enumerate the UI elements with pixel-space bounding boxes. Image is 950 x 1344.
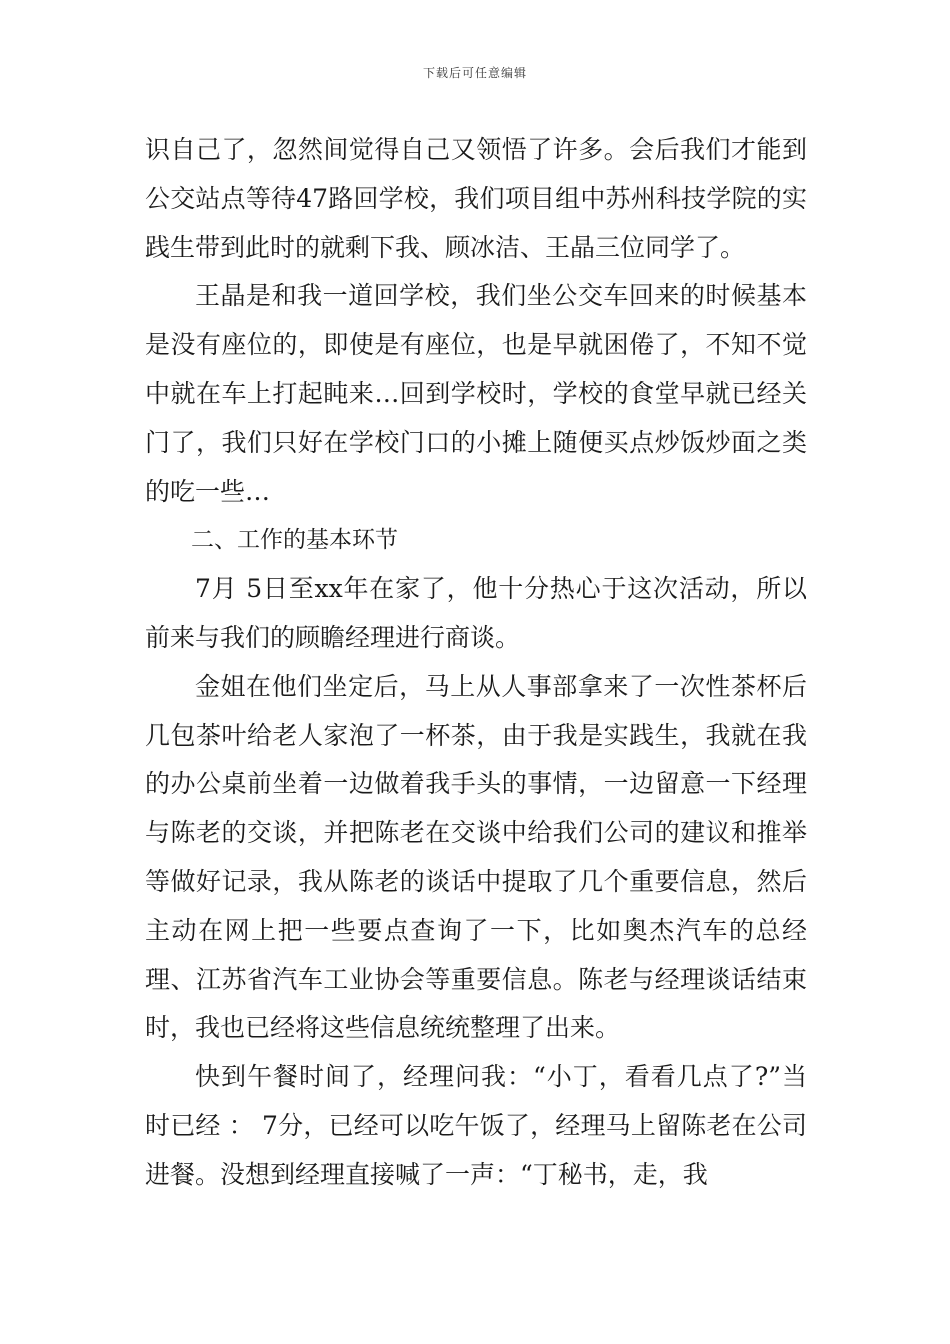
paragraph: 快到午餐时间了，经理问我：“小丁，看看几点了?”当时已经 ： 7分，已经可以吃午饭了，经理马上留陈老在公司进餐。没想到经理直接喊了一声：“丁秘书，走，我 [145, 1062, 807, 1189]
paragraph: 金姐在他们坐定后，马上从人事部拿来了一次性茶杯后几包茶叶给老人家泡了一杯茶，由于我是实践生，我就在我的办公桌前坐着一边做着我手头的事情，一边留意一下经理与陈老的交谈，并把陈老在交谈中给我们公司的建议和推举等做好记录，我从陈老的谈话中提取了几个重要信息，然后主动在网上把一些要点查询了一下，比如奥杰汽车的总经理、江苏省汽车工业协会等重要信息。陈老与经理谈话结束时，我也已经将这些信息统统整理了出来。 [145, 671, 807, 1043]
paragraph-continuation: 识自己了，忽然间觉得自己又领悟了许多。会后我们才能到公交站点等待47路回学校，我们项目组中苏州科技学院的实践生带到此时的就剩下我、顾冰洁、王晶三位同学了。 [145, 135, 807, 262]
paragraph: 7月 5日至xx年在家了，他十分热心于这次活动，所以前来与我们的顾瞻经理进行商谈。 [145, 574, 807, 652]
document-body [145, 126, 807, 1200]
paragraph: 王晶是和我一道回学校，我们坐公交车回来的时候基本是没有座位的，即使是有座位，也是早就困倦了，不知不觉中就在车上打起盹来…回到学校时，学校的食堂早就已经关门了，我们只好在学校门口的小摊上随便买点炒饭炒面之类的吃一些… [145, 281, 807, 506]
section-heading: 二、工作的基本环节 [191, 527, 398, 554]
page-header: 下载后可任意编辑 [422, 66, 527, 80]
